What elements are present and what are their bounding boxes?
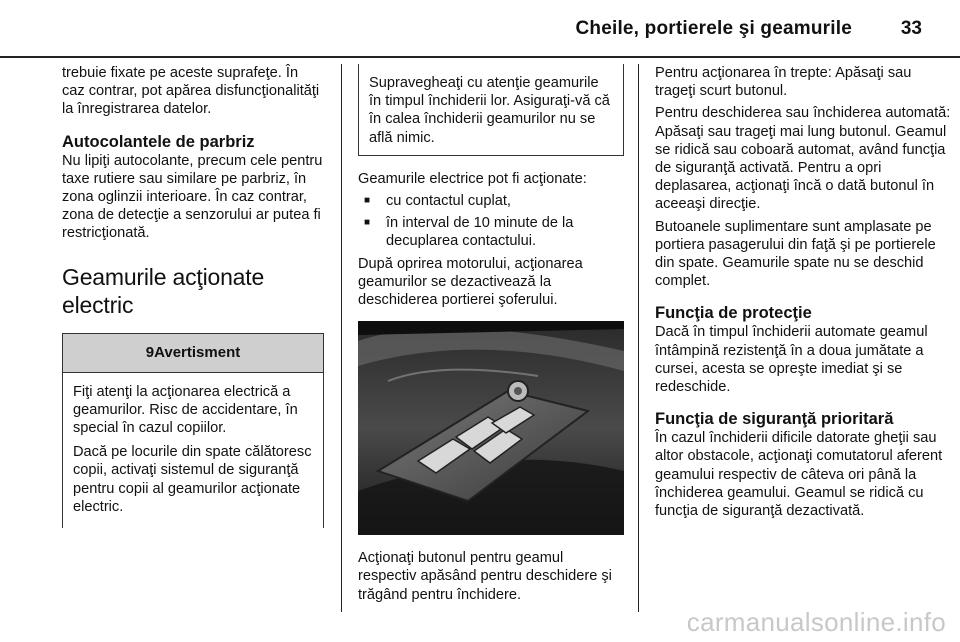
after-engine-text: După oprirea motorului, acţionarea geamurilor se dezactivează la deschiderea portierei şoferului. — [358, 255, 583, 309]
list-item: ■ cu contactul cuplat, — [364, 193, 511, 210]
page-header-title: Cheile, portierele şi geamurile — [575, 18, 852, 39]
protection-text: Dacă în timpul închiderii automate geamul întâmpină rezistenţă în a doua jumătate a cursei, acesta se opreşte imediat şi se redeschide. — [655, 324, 928, 396]
override-text: În cazul închiderii dificile datorate gheţii sau altor obstacole, acţionaţi comutatorul aferent geamului respectiv de câteva ori până la închiderea geamului. Geamul se ridică cu funcţia de siguranţă dezactivată. — [655, 430, 943, 520]
protection-heading: Funcţia de protecţie — [655, 304, 812, 323]
warning-paragraph: Fiţi atenţi la acţionarea electrică a geamurilor. Risc de accidentare, în special în cazul copiilor. — [73, 383, 298, 437]
steps-text: Pentru acţionarea în trepte: Apăsaţi sau trageţi scurt butonul. — [655, 65, 912, 100]
bullet-icon: ■ — [364, 217, 371, 229]
column-right — [655, 64, 955, 524]
notice-box — [358, 64, 624, 156]
stickers-text: Nu lipiţi autocolante, precum cele pentru taxe rutiere sau similare pe parbriz, în zona oglinzii interioare. În caz contrar, zona de detecţie a senzorului ar putea fi restricţionată. — [62, 152, 323, 242]
auto-text: Pentru deschiderea sau închiderea automată: Apăsaţi sau trageţi mai lung butonul. Geamul se ridică sau coboară automat, având funcţia de siguranţă activată. Pentru a opri deplasarea, acţionaţi încă o dată butonul în aceeaşi direcţie. — [655, 105, 951, 213]
column-middle — [358, 64, 624, 608]
column-divider-right — [638, 64, 639, 612]
window-switch-photo — [358, 321, 624, 535]
override-heading: Funcţia de siguranţă prioritară — [655, 410, 894, 429]
intro-text: trebuie fixate pe aceste suprafeţe. În caz contrar, pot apărea disfuncţionalităţi la înregistrarea datelor. — [62, 65, 320, 118]
warning-box — [62, 333, 324, 528]
photo-caption: Acţionaţi butonul pentru geamul respectiv apăsând pentru deschidere şi trăgând pentru închidere. — [358, 550, 612, 603]
header-divider — [0, 56, 960, 58]
notice-text: Supravegheaţi cu atenţie geamurile în timpul închiderii lor. Asiguraţi-vă că în calea închiderii geamurilor nu se află nimic. — [369, 75, 610, 146]
extra-buttons-text: Butoanele suplimentare sunt amplasate pe portiera pasagerului din faţă şi pe portierele din spate. Geamurile spate nu se deschid complet. — [655, 218, 936, 290]
warning-header — [63, 333, 323, 373]
section-heading: Geamurile acţionate electric — [62, 263, 265, 318]
list-item: ■ în interval de 10 minute de la decuplarea contactului. — [364, 215, 574, 250]
warning-title: Avertisment — [154, 343, 241, 361]
conditions-list — [358, 192, 624, 251]
warning-paragraph: Dacă pe locurile din spate călătoresc copii, activaţi sistemul de siguranţă pentru copii al geamurilor acţionate electric. — [73, 444, 312, 515]
column-divider-left — [341, 64, 342, 612]
column-left — [62, 64, 324, 528]
bullet-icon: ■ — [364, 195, 371, 207]
watermark: carmanualsonline.info — [686, 607, 946, 637]
operable-intro: Geamurile electrice pot fi acţionate: — [358, 170, 587, 187]
page-number: 33 — [900, 18, 922, 39]
stickers-heading: Autocolantele de parbriz — [62, 132, 255, 151]
warning-icon: 9 — [145, 343, 155, 361]
